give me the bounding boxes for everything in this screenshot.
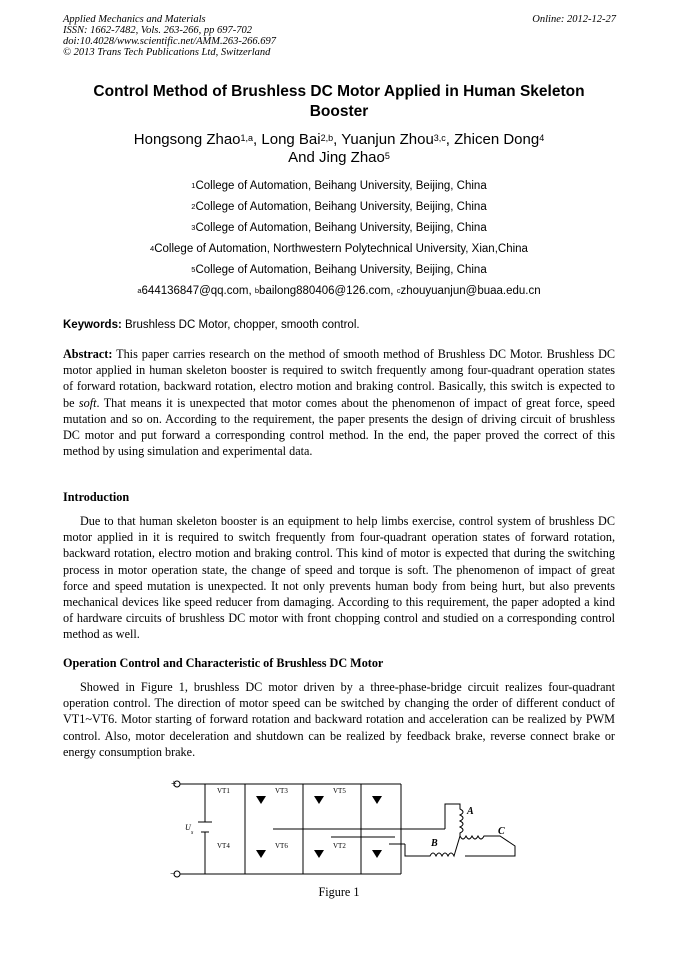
affiliation-sup: 3: [191, 223, 196, 232]
section-heading-introduction: Introduction: [63, 490, 130, 504]
email-sup: c: [396, 286, 401, 295]
minus-terminal: −: [170, 869, 176, 880]
author-name: Long Bai: [261, 131, 321, 148]
journal-issn: ISSN: 1662-7482, Vols. 263-266, pp 697-702: [63, 25, 252, 36]
abstract: [63, 346, 615, 459]
author-name: And Jing Zhao: [288, 149, 385, 166]
email-link[interactable]: bailong880406@126.com,: [259, 285, 397, 297]
journal-header: [63, 14, 276, 58]
affiliation: [63, 239, 615, 260]
transistor-label: VT1: [217, 787, 230, 795]
email-sup: b: [254, 286, 260, 295]
email-link[interactable]: zhouyuanjun@buaa.edu.cn: [400, 285, 541, 297]
affiliation-text: College of Automation, Northwestern Polytechnical University, Xian,China: [154, 243, 528, 255]
affiliation-sup: 5: [191, 265, 196, 274]
author-list: Hongsong Zhao$^{1,a}$, Long Bai$^{2,b}$, Yuanjun Zhou$^{3,c}$, Zhicen Dong$^4$ And Jing Zhao$^5$: [133, 131, 545, 166]
phase-label: A: [467, 806, 474, 817]
transistor-label: VT3: [275, 787, 288, 795]
author-sup: 3,c: [433, 133, 446, 143]
author-sup: 4: [539, 133, 545, 143]
journal-doi: doi:10.4028/www.scientific.net/AMM.263-266.697: [63, 36, 276, 47]
affiliation-text: College of Automation, Beihang University, Beijing, China: [195, 264, 487, 276]
transistor-label: VT4: [217, 842, 230, 850]
affiliation-list: [63, 176, 615, 302]
keywords: [63, 319, 615, 331]
email-list: [63, 281, 615, 302]
supply-voltage-subscript: s: [191, 830, 194, 836]
online-date: Online: 2012-12-27: [532, 14, 616, 25]
section-heading-operation: Operation Control and Characteristic of Brushless DC Motor: [63, 656, 384, 670]
abstract-label: Abstract:: [63, 347, 113, 361]
abstract-emphasis: soft: [78, 395, 97, 410]
author-name: Zhicen Dong: [454, 131, 540, 148]
transistor-label: VT2: [333, 842, 346, 850]
introduction-text: Due to that human skeleton booster is an equipment to help limbs exercise, control system of brushless DC motor applied in it is required to switch frequently from four-quadrant operation states of forward rotation, backward rotation, electro motion and braking control. This kind of motor is expected that during the switching process in motor operation state, the change of speed and torque is soft. The phenomenon of impact of great force and speed mutation is unexpected. It not only prevents human body from being hurt, but also prevents mechanical devices like speed reducer from damaging. According to this requirement, the paper adopted a kind of hardware circuits of brushless DC motor with front chopping control and studied on a corresponding control method as well.: [63, 514, 615, 642]
supply-voltage-label: U: [185, 823, 191, 832]
phase-label: C: [498, 826, 505, 837]
operation-text: Showed in Figure 1, brushless DC motor driven by a three-phase-bridge circuit realizes four-quadrant operation control. The direction of motor speed can be switched by changing the order of different conduct of VT1~VT6. Motor starting of forward rotation and backward rotation and acceleration can be realized by PWM control. Also, motor deceleration and shutdown can be realized by feedback brake, reverse connect brake or energy consumption brake.: [63, 680, 615, 759]
author-sup: 5: [384, 151, 390, 161]
abstract-text: This paper carries research on the method of smooth method of Brushless DC Motor. Brushless DC motor applied in human skeleton booster is required to switch frequently among four-quadrant operation states of forward rotation, backward rotation, electro motion and braking control. Basically, this switch is expected to be: [63, 347, 615, 410]
affiliation-sup: 1: [191, 181, 196, 190]
abstract-text: . That means it is unexpected that motor comes about the phenomenon of impact of great force, speed mutation and so on. According to the requirement, the paper presents the design of driving circuit of brushless DC motor and put forward a corresponding control method. In the end, the paper proved the correct of this method by using simulation and experimental data.: [63, 395, 615, 459]
affiliation: [63, 218, 615, 239]
transistor-label: VT6: [275, 842, 288, 850]
plus-terminal: +: [171, 779, 177, 790]
author-sup: 2,b: [320, 133, 334, 143]
email-sup: a: [137, 286, 142, 295]
author-name: Yuanjun Zhou: [341, 131, 434, 148]
phase-label: B: [431, 838, 438, 849]
affiliation-sup: 2: [191, 202, 196, 211]
figure-caption: Figure 1: [318, 885, 360, 899]
affiliation: [63, 260, 615, 281]
affiliation-text: College of Automation, Beihang University, Beijing, China: [195, 180, 487, 192]
transistor-label: VT5: [333, 787, 346, 795]
email-link[interactable]: 644136847@qq.com,: [141, 285, 255, 297]
affiliation-text: College of Automation, Beihang University, Beijing, China: [195, 222, 487, 234]
circuit-diagram: [155, 774, 525, 884]
keywords-label: Keywords:: [63, 319, 122, 331]
affiliation: [63, 197, 615, 218]
affiliation-sup: 4: [150, 244, 155, 253]
journal-copyright: © 2013 Trans Tech Publications Ltd, Switzerland: [63, 47, 271, 58]
journal-name: Applied Mechanics and Materials: [63, 14, 206, 25]
author-sup: 1,a: [240, 133, 254, 143]
affiliation-text: College of Automation, Beihang University, Beijing, China: [195, 201, 487, 213]
affiliation: [63, 176, 615, 197]
keywords-text: Brushless DC Motor, chopper, smooth control.: [121, 319, 360, 331]
paper-title: Control Method of Brushless DC Motor Applied in Human Skeleton Booster: [93, 83, 585, 120]
author-name: Hongsong Zhao: [133, 131, 241, 148]
